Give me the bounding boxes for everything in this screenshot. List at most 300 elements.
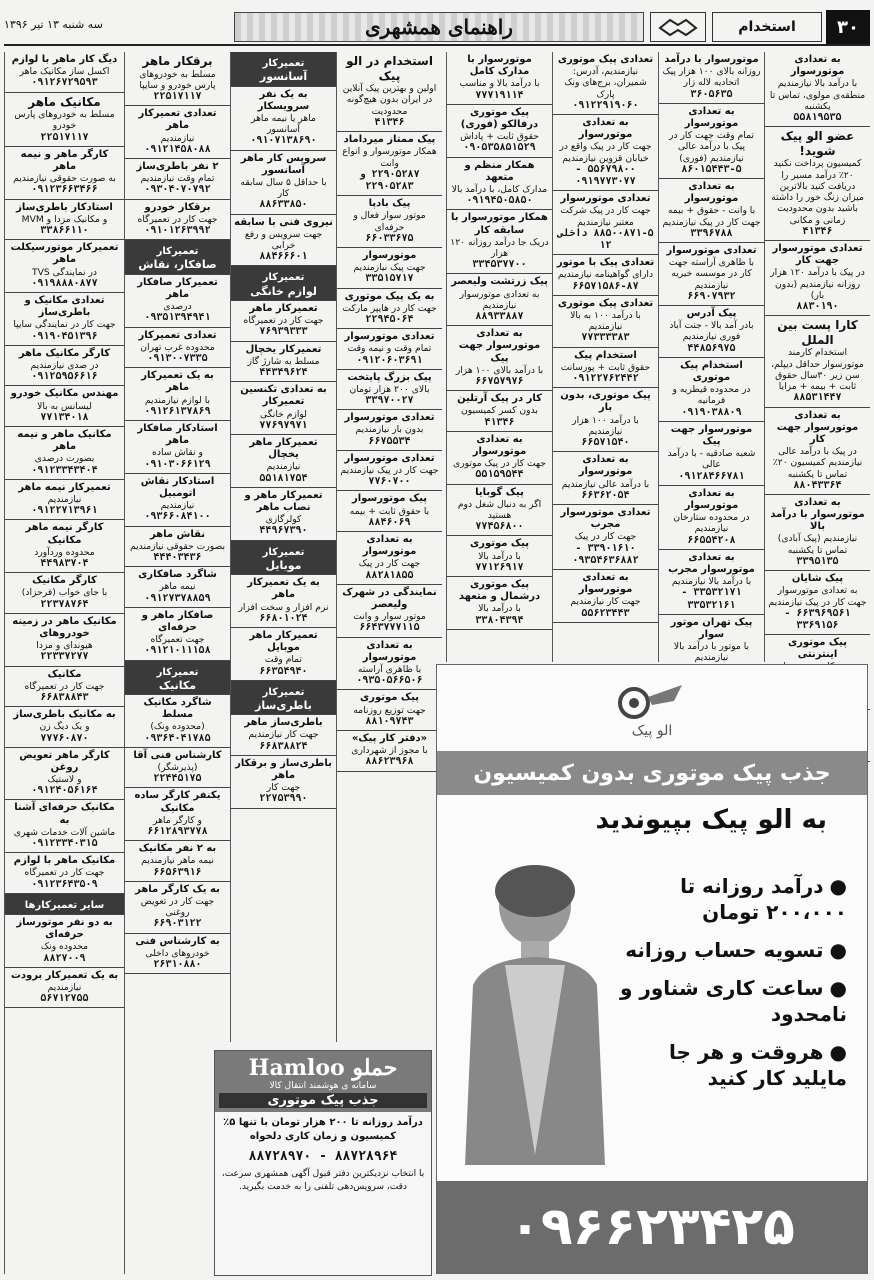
classified-ad — [337, 690, 442, 731]
ad-phone: ۳۳۸۰۴۳۹۴ — [475, 614, 524, 626]
classified-ad — [553, 52, 658, 115]
ad-phone: ۰۹۱۰۷۱۳۸۶۹۰ — [250, 135, 317, 147]
ad-phone: ۰۹۱۹۸۸۸۰۸۷۷ — [31, 277, 98, 289]
ad-body: و کارگر ماهر — [153, 814, 202, 826]
ad-title: کارا پست بین الملل — [777, 318, 858, 347]
ad-body: اکسل ساز مکانیک ماهر — [19, 66, 110, 78]
classified-ad — [231, 151, 336, 215]
ad-phone: ۲۲۳۳۷۲۷۷ — [40, 651, 89, 663]
ad-phone: ۸۸۳۰۱۹۰ — [796, 301, 839, 312]
ad-phone: ۰۹۱۲۲۹۱۹۰۶۰ — [572, 99, 639, 111]
ad-title: کارگر نیمه ماهر مکانیک — [25, 522, 104, 546]
classified-ad — [447, 210, 552, 274]
ad-title: پیک موتوری — [470, 538, 529, 550]
ad-body: با جای خواب (فرحزاد) — [21, 587, 108, 599]
classified-ad — [447, 536, 552, 577]
ad-body: با موتور با درآمد بالا نیازمندیم — [673, 641, 750, 664]
ad-phone: ۳۳۹۶۷۸۸ — [690, 227, 733, 239]
ad-title: استخدام پیک موتوری — [680, 359, 743, 384]
ad-title: تعدادی موتورسوار — [344, 331, 435, 343]
classified-ad — [5, 894, 124, 915]
ad-title: کارگر ماهر و نیمه ماهر — [20, 148, 109, 173]
classified-ad — [5, 748, 124, 801]
ad-title: تعمیرکار — [262, 272, 305, 284]
ad-title: پیک موتوری، بدون بار — [560, 390, 651, 414]
classified-ad — [337, 491, 442, 532]
ad-title: به یک تعمیرکار ماهر — [141, 370, 214, 394]
ad-body: و مکانیک مزدا و MVM — [21, 213, 108, 225]
ad-title: تعمیرکار صافکار ماهر — [137, 276, 218, 300]
ad-title: تعمیرکار — [262, 546, 305, 558]
ad-title: شاگرد مکانیک مسلط — [143, 697, 212, 721]
ad-phone: ۰۹۱۲۸۴۶۶۷۸۱ — [678, 470, 745, 482]
hamloo-footer: با انتخاب نزدیکترین دفتر قبول آگهی همشهری سرعت، دقت، سرویس‌دهی تلفنی را به خدمت بگیرید. — [221, 1169, 425, 1192]
ad-title: مکانیک — [47, 668, 82, 680]
classified-ad — [125, 328, 230, 369]
ad-title: برقکار خودرو — [144, 201, 211, 213]
classified-ad — [337, 196, 442, 248]
classified-ad — [553, 505, 658, 570]
ad-title: به تعدادی موتورسوار — [472, 433, 527, 457]
hamloo-headline: جذب پیک موتوری — [219, 1093, 427, 1108]
ad-body: جهت کار نیازمندیم — [570, 596, 641, 608]
ad-title: پیک موتوری اینترنتی — [788, 637, 847, 661]
classified-ad — [125, 934, 230, 975]
courier-photo — [455, 855, 615, 1165]
ad-title: پیک موتوری درفالکو (فوری) — [460, 106, 539, 130]
ad-body: جهت کار در تعمیرگاه — [137, 213, 218, 225]
classified-ad — [765, 571, 870, 635]
ad-body: با مجوز از شهرداری — [351, 745, 428, 757]
ad-title: یکنفر کارگر ساده مکانیک — [134, 790, 221, 814]
ad-body: با درآمد ۱۰۰ هزار نیازمندیم — [572, 414, 639, 437]
ad-phone: ۳۳۹۵۱۳۵ — [796, 555, 839, 567]
ad-body: نیازمندیم — [160, 132, 195, 144]
ad-body: نیمه ماهر — [159, 581, 196, 593]
ad-title: تعمیرکار موتورسیکلت ماهر — [10, 242, 119, 266]
ad-title: پیک گوبایا — [475, 486, 524, 498]
ad-body: اولین و بهترین پیک آنلاین در ایران بدون هیچ‌گونه محدودیت — [342, 83, 437, 117]
ad-title: پیک بزرگ پایتخت — [347, 371, 432, 383]
ad-body: جهت کار در پیک — [358, 558, 421, 570]
classified-ad — [337, 132, 442, 196]
classified-ad — [125, 52, 230, 106]
ad-body: در صدی نیازمندیم — [30, 359, 99, 371]
ad-phone: ۰۹۱۰۱۲۶۳۹۹۲ — [144, 225, 211, 237]
classified-ad — [125, 159, 230, 200]
ad-body: جهت کار در پیک موتوری — [453, 458, 546, 470]
ad-title: پیک زرتشت ولیعصر — [451, 276, 548, 288]
ad-phone: ۲۲۷۵۳۹۹۰ — [259, 793, 308, 805]
ad-phone: ۴۱۳۴۶ — [484, 416, 515, 428]
classified-ad — [337, 248, 442, 289]
ad-title: به یک تعمیرکار ماهر — [247, 577, 320, 601]
ad-body: مکانیک — [158, 678, 197, 692]
classified-ad — [5, 573, 124, 614]
ad-body: حقوق ثابت + پورسانت — [560, 361, 651, 373]
ad-title: باطری‌ساز و برقکار ماهر — [235, 757, 332, 782]
alopeyk-advert — [436, 664, 868, 1274]
classified-ad — [5, 968, 124, 1009]
ad-phone: ۸۸۶۲۳۹۶۸ — [365, 756, 414, 768]
ad-phone: ۲۲۳۷۸۷۶۴ — [40, 598, 89, 610]
ad-title: همکار منظم و متعهد — [464, 159, 535, 183]
ad-body: باطری‌ساز — [255, 698, 312, 712]
ad-title: به یک پیک موتوری — [344, 290, 435, 302]
ad-phone: ۶۶۵۷۱۵۸۶-۸۷ — [572, 280, 639, 292]
ad-phone: ۶۶۰۳۳۶۷۵ — [365, 232, 414, 244]
ad-body: (محدوده ونک) — [150, 721, 205, 733]
ad-body: جهت کار نیازمندیم — [248, 729, 319, 741]
classified-ad — [765, 408, 870, 495]
ad-phone: ۸۸۰۴۳۳۶۴ — [793, 479, 842, 491]
ad-title: تعمیرکار — [262, 58, 305, 69]
hamloo-header — [215, 1051, 431, 1112]
ad-title: سرویس کار ماهر آسانسور — [240, 152, 327, 176]
ad-title: تعدادی موتورسوار جهت کار — [772, 242, 863, 267]
ad-phone: ۴۴۹۸۳۷۰۴ — [40, 557, 89, 569]
classified-ad — [231, 541, 336, 576]
ad-phone: ۰۹۰۵۳۵۸۵۱۵۲۹ — [463, 142, 536, 154]
ad-title: به تعدادی موتورسوار — [362, 639, 417, 663]
ad-body: دریک جا درآمد روزانه ۱۲۰ هزار — [450, 236, 549, 259]
ad-phone: ۰۹۱۲۵۹۵۶۶۱۶ — [31, 371, 98, 383]
classified-ad — [231, 301, 336, 342]
ad-body: با درآمد بالا نیازمندیم — [671, 576, 752, 588]
classified-ad — [5, 520, 124, 573]
handshake-icon — [650, 12, 706, 42]
ad-phone: ۶۶۳۶۲۰۵۴ — [581, 489, 630, 501]
ad-body: با درآمد بالا — [478, 550, 521, 562]
classified-ad — [5, 800, 124, 853]
ad-title: کار در پیک آرتلین — [457, 393, 542, 405]
ad-phone: ۳۳۹۰۱۶۱۰ - ۰۹۳۵۴۶۳۶۸۸۲ — [572, 542, 639, 566]
ad-title: پیک شایان — [791, 573, 844, 585]
ad-phone: ۲۲۵۱۷۱۱۷ — [40, 131, 89, 143]
classified-ad — [553, 348, 658, 389]
classified-ad — [5, 915, 124, 968]
ad-body: صافکار، نقاش — [138, 258, 217, 272]
classified-ad — [659, 422, 764, 486]
ad-title: به تعدادی موتورسوار — [578, 571, 633, 596]
ad-title: «دفتر کار پیک» — [351, 733, 428, 744]
ad-phone: ۷۷۳۳۳۳۸۳ — [581, 332, 630, 344]
classified-ad — [765, 52, 870, 127]
banner-title: راهنمای همشهری — [234, 12, 644, 42]
ad-phone: ۳۳۸۶۶۱۱۰ — [40, 225, 89, 237]
ad-body: ماهر یا نیمه ماهر آسانسور — [251, 112, 316, 136]
classified-ad — [447, 577, 552, 630]
ad-phone: ۷۷۱۳۴۰۱۸ — [40, 411, 89, 423]
ad-title: مکانیک ماهر و نیمه ماهر — [17, 428, 112, 453]
ad-body: در پیک با درآمد ۱۲۰ هزار روزانه نیازمندیم (بدون بار) — [770, 267, 865, 301]
classified-ad — [125, 567, 230, 608]
ad-body: خودروهای داخلی — [145, 947, 210, 959]
ad-body: لیسانس به بالا — [37, 400, 92, 412]
ad-body: مسلط به خودروهای پارس خودرو و سایپا — [139, 68, 216, 91]
ad-title: تعمیرکار — [156, 666, 199, 678]
ad-phone: ۰۹۱۲۴۰۵۶۱۶۴ — [31, 785, 98, 797]
classified-ad — [553, 296, 658, 348]
ad-body: محدوده ونک — [40, 941, 89, 953]
ad-body: موتور سوار فعال و حرفه‌ای — [353, 210, 426, 233]
classified-ad — [231, 266, 336, 301]
ad-body: با درآمد عالی نیازمندیم — [561, 478, 650, 490]
ad-title: باطری‌ساز ماهر — [244, 717, 323, 729]
ad-title: شاگرد صافکاری — [138, 569, 217, 581]
ad-title: به تعدادی موتورسوار — [578, 454, 633, 478]
ad-body: همکار موتورسوار و انواع وانت — [342, 146, 437, 169]
ad-title: صافکار ماهر و حرفه‌ای — [141, 609, 214, 633]
ad-body: بدون بار نیازمندیم — [355, 424, 424, 436]
classified-ad — [5, 147, 124, 200]
classified-ad — [231, 715, 336, 756]
logo-text: الو پیک — [631, 723, 673, 739]
ad-title: تعدادی موتورسوار مجرب — [560, 507, 651, 531]
benefit-item: ● تسویه حساب روزانه — [607, 937, 847, 963]
classified-ad — [5, 427, 124, 480]
ad-phone: ۸۸۲۷۰۰۹ — [43, 952, 86, 964]
classified-ad — [553, 191, 658, 255]
ad-body: تمام وقت نیازمندیم — [140, 173, 215, 185]
ad-body: نیمه ماهر نیازمندیم — [141, 855, 214, 867]
advert-phone: ۰۹۶۶۲۳۴۲۵ — [437, 1181, 867, 1273]
ad-body: با حقوق ثابت + بیمه — [349, 505, 430, 517]
ad-body: بصورت حقوقی نیازمندیم — [129, 540, 226, 552]
hamloo-advert — [214, 1050, 432, 1276]
classified-ad — [447, 52, 552, 105]
ad-title: پیک ممتاز میرداماد — [343, 134, 436, 146]
ad-phone: ۲۲۵۱۷۱۱۷ — [153, 91, 202, 103]
ad-title: مکانیک ماهر در زمینه خودروهای — [12, 615, 117, 639]
ad-phone: ۸۸۵۰۰۸۷۱-۵ داخلی ۱۲ — [557, 227, 654, 252]
ad-title: مکانیک ماهر با لوازم — [13, 855, 116, 867]
ad-body: در پیک با درآمد عالی نیازمندیم کمیسیون ۲۰٪ تماس تا یکشنبه — [772, 446, 863, 480]
ad-body: آسانسور — [259, 70, 308, 84]
classified-ad — [231, 575, 336, 628]
ad-title: تعدادی تعمیرکار ماهر — [138, 108, 217, 132]
ad-phone: ۰۹۱۲۱۰۱۱۱۵۸ — [144, 645, 211, 657]
ad-title: کارگر مکانیک ماهر — [18, 347, 111, 359]
ad-body: محدوده غرب تهران — [140, 341, 215, 353]
ad-title: مکانیک حرفه‌ای آشنا به — [14, 802, 115, 826]
classified-ad — [553, 255, 658, 296]
ad-title: تعدادی مکانیک و باطری‌ساز — [24, 295, 105, 319]
ad-body: لوازم خانگی — [260, 408, 307, 420]
classified-ad — [5, 480, 124, 521]
classified-ad — [765, 316, 870, 407]
ad-phone: ۷۷۱۲۶۹۱۷ — [475, 561, 524, 573]
classified-ad — [125, 275, 230, 328]
ad-title: تعمیرکار ماهر — [249, 303, 318, 314]
classified-ad — [659, 550, 764, 615]
ad-body: نرم افزار و سخت افزار — [238, 601, 329, 613]
ad-phone: ۸۸۶۳۳۸۵۰ — [259, 199, 308, 211]
classified-ad — [125, 421, 230, 474]
ad-phone: ۶۶۹۰۳۱۲۲ — [153, 918, 202, 930]
ad-title: به تعدادی تکنسین تعمیرکار — [240, 384, 327, 408]
ad-phone: ۶۶۸۳۸۸۲۴ — [259, 740, 308, 752]
ad-body: در نمایندگی TVS — [32, 266, 97, 278]
ad-phone: ۶۶۳۹۶۹۵۶۱ - ۳۳۶۹۱۵۶ — [784, 607, 851, 631]
classified-ad — [765, 127, 870, 241]
ad-title: به تعدادی موتورسوار جهت پیک — [458, 328, 541, 364]
ad-phone: ۰۹۱۲۳۶۶۳۴۶۶ — [31, 184, 98, 196]
ad-body: به صورت حقوقی نیازمندیم — [13, 173, 116, 185]
column-3 — [552, 52, 658, 662]
classified-ad — [125, 527, 230, 568]
ad-title: به تعدادی موتورسوار مجرب — [668, 551, 755, 576]
column-5 — [336, 52, 442, 1042]
ad-title: به تعدادی موتورسوار — [684, 181, 739, 205]
classified-ad — [5, 614, 124, 667]
ad-phone: ۸۸۲۸۱۸۵۵ — [365, 569, 414, 581]
ad-title: استادکار صافکار ماهر — [137, 422, 218, 447]
ad-title: به تعدادی موتورسوار با درآمد بالا — [770, 496, 865, 533]
classified-ad — [337, 410, 442, 451]
ad-title: استخدام پیک — [574, 349, 637, 361]
classified-ad — [659, 306, 764, 358]
classified-ad — [659, 358, 764, 422]
ad-phone: ۶۶۸۰۱۰۲۴ — [259, 612, 308, 624]
classified-ad — [231, 628, 336, 681]
classified-ad — [553, 388, 658, 452]
classified-ad — [5, 707, 124, 748]
ad-body: نیازمندیم — [47, 982, 82, 993]
classified-ad — [231, 681, 336, 716]
classified-ad — [231, 87, 336, 151]
page-number: ۳۰ — [826, 10, 870, 44]
ad-title: به کارشناس فنی — [135, 935, 220, 947]
ad-title: تعمیرکار ماهر یخچال — [249, 436, 318, 461]
ad-body: جهت کار در تعمیرگاه — [243, 315, 324, 327]
classified-ad — [765, 241, 870, 316]
ad-phone: ۶۶۷۵۷۹۷۶ — [475, 375, 524, 387]
classified-ad — [125, 661, 230, 696]
ad-body: جهت کار در هایپر مارکت — [342, 302, 437, 314]
ad-phone: ۰۹۱۲۶۱۳۷۸۶۹ — [144, 405, 211, 417]
ad-body: جهت کار در پیک نیازمندیم — [340, 465, 439, 477]
ad-body: جهت کار در تعمیرگاه — [24, 680, 105, 692]
ad-phone: ۷۶۹۳۹۳۳۳ — [259, 326, 308, 338]
classified-ad — [447, 391, 552, 432]
ad-body: با درآمد ۱۰۰ به بالا نیازمندیم — [570, 310, 641, 333]
classified-ad — [125, 788, 230, 841]
ad-phone: ۶۶۱۲۸۹۳۷۷۸ — [147, 826, 208, 838]
ad-title: پیک بادپا — [368, 198, 411, 210]
ad-body: شعبه صادقیه - با درآمد عالی — [667, 448, 756, 471]
ad-phone: ۰۹۱۹۰۳۸۸۰۹ — [681, 406, 742, 418]
ad-phone: ۷۷۴۵۶۸۰۰ — [475, 521, 524, 533]
ad-body: مدارک کامل، با درآمد بالا — [451, 183, 548, 195]
ad-phone: ۲۶۳۱۰۸۸۰ — [153, 959, 202, 971]
ad-phone: ۸۸۱۰۹۷۴۳ — [365, 715, 414, 727]
ad-body: کمیسیون پرداخت نکنید ۲۰٪ درآمد مسیر را دریافت کنید بالاترین میزان زنگ خور را داشته باشید بدون محدودیت زمانی و مکانی — [771, 158, 864, 226]
classified-ad — [125, 240, 230, 275]
ad-title: تعمیرکار — [156, 246, 199, 258]
hamloo-phone: ۸۸۷۲۸۹۶۴ - ۸۸۷۲۸۹۷۰ — [248, 1149, 398, 1164]
ad-title: تعدادی پیک موتوری — [557, 297, 654, 309]
ad-title: به یک نفر سرویسکار — [257, 88, 310, 112]
classified-ad — [337, 370, 442, 411]
ad-body: بصورت درصدی — [34, 453, 95, 465]
classified-ad — [5, 667, 124, 708]
classified-ad — [337, 289, 442, 330]
ad-phone: ۰۹۳۶۶۰۸۴۱۰۰ — [144, 511, 211, 523]
ad-title: پیک موتورسوار — [351, 493, 428, 505]
ad-title: موتورسوار با مدارک کامل — [467, 54, 532, 78]
ad-phone: ۵۵۱۸۱۷۵۴ — [259, 472, 308, 484]
ad-title: پیک موتوری — [360, 692, 419, 704]
classified-ad — [231, 756, 336, 809]
ad-body: حقوق ثابت + پاداش — [460, 131, 539, 143]
ad-phone: ۵۵۸۱۹۵۳۵ — [793, 112, 842, 124]
classified-ad — [125, 106, 230, 159]
ad-title: به تعدادی موتورسوار — [684, 487, 739, 512]
ad-phone: ۶۶۸۳۸۸۴۳ — [40, 691, 89, 703]
ad-body: نیازمندیم (پیک آبادی) تماس تا یکشنبه — [777, 533, 858, 556]
classified-ad — [447, 485, 552, 537]
ad-phone: ۳۶۰۵۶۳۵ — [690, 88, 733, 100]
ad-phone: ۷۷۷۶۰۸۷۰ — [40, 732, 89, 744]
ad-title: برقکار ماهر — [142, 54, 213, 68]
ad-body: با وانت - حقوق + بیمه جهت کار در پیک نیازمندیم — [662, 205, 761, 228]
ad-phone: ۴۴۳۴۹۶۲۴ — [259, 367, 308, 378]
ad-body: نیازمندیم — [266, 461, 301, 473]
column-8 — [4, 52, 124, 1274]
ad-title: تعدادی موتورسوار — [666, 245, 757, 257]
classified-ad — [659, 486, 764, 550]
ad-body: جهت کار در پیک شرکت معتبر نیازمندیم — [560, 205, 651, 228]
benefit-item: ● هروقت و هر جا مایلید کار کنید — [607, 1039, 847, 1091]
ad-phone: ۰۹۱۲۷۳۷۸۸۵۹ — [144, 592, 211, 604]
ad-title: تعدادی موتورسوار — [344, 412, 435, 424]
ad-body: جهت تعمیرگاه — [150, 634, 205, 646]
ad-body: جهت کار در تعویض روغنی — [140, 896, 215, 919]
classified-ad — [231, 215, 336, 267]
classified-ad — [5, 52, 124, 93]
ad-title: نیروی فنی با سابقه — [234, 216, 333, 228]
classified-ad — [125, 748, 230, 789]
ad-body: به تعدادی موتورسوار جهت کار در پیک نیازمندیم — [768, 585, 867, 608]
ad-body: جهت کار در پیک — [574, 531, 637, 543]
ad-phone: ۷۷۶۰۷۰۰ — [368, 476, 411, 488]
ad-body: تمام وقت — [264, 654, 303, 666]
column-4 — [446, 52, 552, 662]
ad-body: موتور سوار و وانت — [353, 611, 426, 623]
ad-body: (پذیرشگر) — [157, 762, 198, 774]
ad-body: بادر آمد بالا - جنت آباد فوری نیازمندیم — [669, 320, 754, 343]
ad-title: کارگر ماهر تعویض روغن — [19, 749, 110, 773]
ad-body: با درآمد بالا و مناسب — [459, 78, 540, 90]
ad-title: کارشناس فنی آقا — [133, 749, 222, 761]
ad-phone: ۰۹۳۵۱۳۹۴۹۴۱ — [144, 312, 211, 324]
ad-body: در محدوده ستارخان نیازمندیم — [673, 512, 750, 535]
classified-ad — [5, 240, 124, 293]
ad-body: با ظاهری آراسته — [357, 664, 422, 675]
ad-body: و یک دیگ زن — [39, 721, 90, 733]
ad-body: مسلط به شارژ گاز — [247, 355, 320, 367]
ad-body: ماشین آلات خدمات شهری — [13, 826, 116, 838]
benefit-item: ● درآمد روزانه تا ۲۰۰،۰۰۰ تومان — [607, 873, 847, 925]
ad-body: با درآمد بالا — [478, 603, 521, 615]
classified-ad — [659, 52, 764, 104]
ad-title: پیک موتوری درشمال و متعهد — [458, 578, 541, 603]
ad-body: استخدام کارمند موتورسوار حداقل دیپلم، سن زیر ۳۰سال حقوق ثابت + بیمه + مزایا — [771, 347, 864, 393]
ad-phone: ۰۹۱۲۲۷۱۳۹۶۱ — [31, 505, 98, 517]
ad-body: نیازمندیم — [160, 500, 195, 512]
ad-title: به یک کارگر ماهر — [135, 883, 220, 895]
